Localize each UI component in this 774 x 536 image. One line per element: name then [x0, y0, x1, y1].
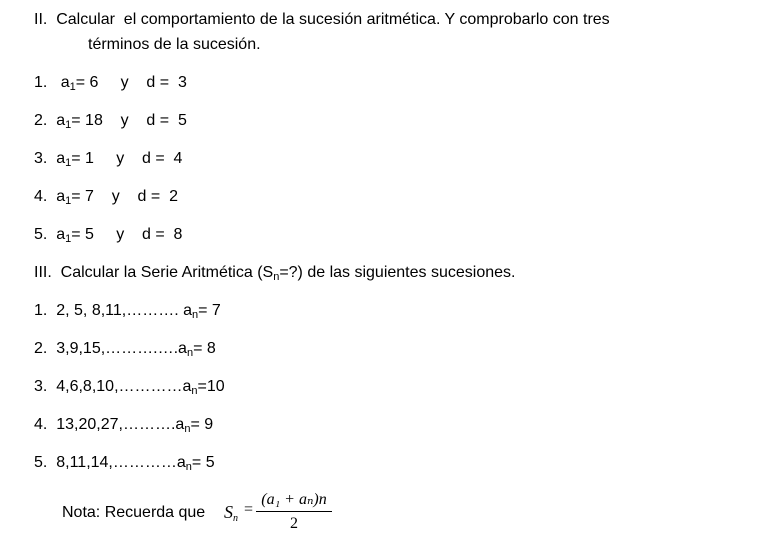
conjunction: y — [111, 188, 120, 205]
heading-pre: III. Calcular la Serie Aritmética (S — [34, 264, 274, 281]
list-item — [34, 111, 187, 131]
term-value: = 7 — [71, 188, 94, 205]
term-value: = 6 — [75, 74, 99, 91]
formula-denominator: 2 — [290, 515, 298, 532]
sequence: 2, 5, 8,11,………. a — [56, 302, 192, 319]
list-item — [34, 377, 225, 397]
term-value: = 5 — [71, 226, 94, 243]
term-value: = 1 — [71, 150, 94, 167]
conjunction: y — [120, 112, 129, 129]
heading-subscript: n — [273, 271, 280, 283]
formula-numerator: (a₁ + aₙ)n — [261, 491, 327, 508]
term-subscript: 1 — [65, 233, 72, 245]
term-count: = 7 — [198, 302, 221, 319]
conjunction: y — [120, 74, 129, 91]
term-subscript: 1 — [65, 119, 72, 131]
term-subscript: 1 — [65, 195, 72, 207]
sequence: 3,9,15,……….….a — [56, 340, 187, 357]
list-item — [34, 73, 187, 93]
list-item — [34, 225, 182, 245]
term-subscript: 1 — [69, 81, 76, 93]
term-count: = 9 — [190, 416, 214, 433]
list-item — [34, 301, 221, 321]
term-subscript: n — [185, 461, 192, 473]
difference: d = 2 — [137, 188, 178, 205]
formula-lhs: $S_n$ — [224, 502, 238, 524]
item-number: 2. — [34, 112, 48, 129]
conjunction: y — [116, 150, 125, 167]
item-number: 2. — [34, 340, 48, 357]
heading-post: =?) de las siguientes sucesiones. — [279, 264, 516, 281]
term-subscript: n — [184, 423, 191, 435]
item-number: 1. — [34, 302, 48, 319]
formula-equals: = — [244, 501, 254, 518]
sequence: 8,11,14,…………a — [56, 454, 186, 471]
term-subscript: n — [186, 347, 194, 359]
term-value: = 18 — [71, 112, 103, 129]
item-number: 3. — [34, 378, 48, 395]
list-item — [34, 415, 213, 435]
term-a: a — [56, 188, 66, 205]
section-2-heading-line1: II. Calcular el comportamiento de la sucesión aritmética. Y comprobarlo con tres — [34, 11, 610, 28]
term-count: =10 — [197, 378, 225, 395]
item-number: 4. — [34, 416, 48, 433]
list-item — [34, 149, 182, 169]
sequence: 13,20,27,……….a — [56, 416, 185, 433]
section-2-heading-line2: términos de la sucesión. — [88, 36, 261, 53]
difference: d = 4 — [141, 150, 183, 167]
item-number: 3. — [34, 150, 48, 167]
item-number: 1. — [34, 74, 48, 91]
term-a: a — [60, 74, 70, 91]
list-item — [34, 453, 215, 473]
term-count: = 8 — [193, 340, 216, 357]
item-number: 5. — [34, 226, 48, 243]
formula-fraction — [256, 490, 332, 534]
section-3-heading — [34, 263, 515, 283]
difference: d = 3 — [146, 74, 187, 91]
difference: d = 5 — [146, 112, 187, 129]
fraction-bar — [256, 511, 332, 512]
conjunction: y — [116, 226, 125, 243]
note-label: Nota: Recuerda que — [62, 504, 206, 521]
term-subscript: 1 — [65, 157, 72, 169]
term-subscript: n — [192, 309, 199, 321]
term-a: a — [56, 150, 66, 167]
list-item — [34, 339, 216, 359]
term-subscript: n — [191, 385, 198, 397]
item-number: 5. — [34, 454, 48, 471]
list-item — [34, 187, 178, 207]
difference: d = 8 — [141, 226, 183, 243]
term-count: = 5 — [191, 454, 215, 471]
sequence: 4,6,8,10,…………a — [56, 378, 192, 395]
item-number: 4. — [34, 188, 48, 205]
term-a: a — [56, 226, 66, 243]
term-a: a — [56, 112, 66, 129]
